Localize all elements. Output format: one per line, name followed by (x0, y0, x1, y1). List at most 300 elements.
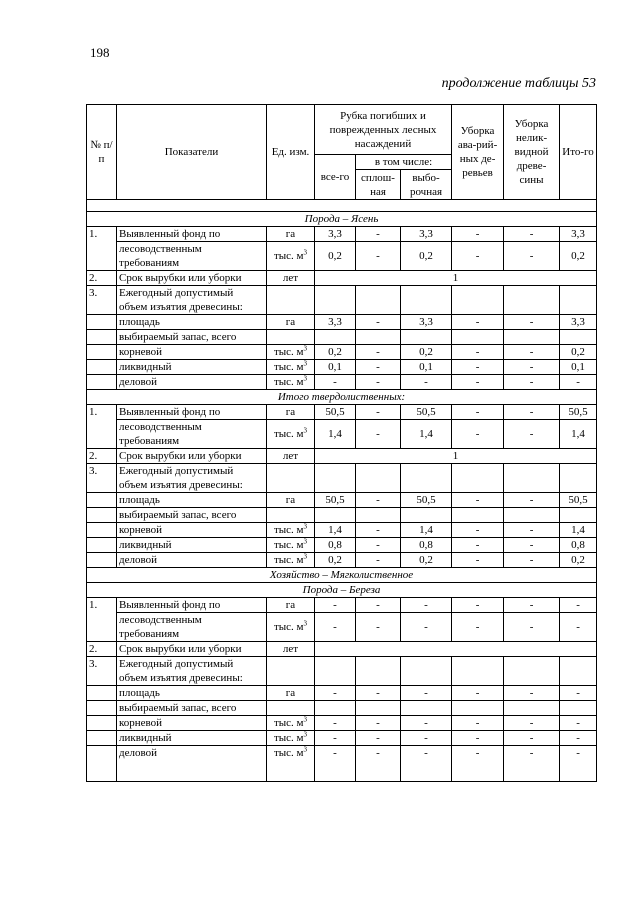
unit-text: га (285, 406, 296, 418)
row-number: 1. (87, 227, 117, 271)
unit-text: тыс. м (273, 539, 304, 551)
empty-cell (315, 701, 356, 716)
value-cell: 3,3 (560, 315, 597, 330)
value-cell: 0,2 (315, 553, 356, 568)
value-cell: 1,4 (315, 420, 356, 449)
value-cell: 1 (315, 271, 597, 286)
row-number: 3. (87, 464, 117, 493)
section-title-row (87, 583, 597, 598)
header-emergency: Уборка ава-рий-ных де-ревьев (452, 105, 504, 200)
unit-cell (267, 746, 315, 782)
value-cell: - (452, 746, 504, 782)
empty-cell (504, 508, 560, 523)
value-cell: 1,4 (560, 420, 597, 449)
value-cell: - (452, 360, 504, 375)
unit-superscript: 3 (303, 344, 308, 353)
empty-cell (87, 553, 117, 568)
table-row (87, 227, 597, 242)
unit-cell (267, 315, 315, 330)
row-label: ликвидный (117, 360, 267, 375)
unit-cell (267, 271, 315, 286)
row-label: Срок вырубки или уборки (117, 642, 267, 657)
value-cell: - (356, 716, 401, 731)
unit-text: тыс. м (273, 524, 304, 536)
empty-cell (401, 657, 452, 686)
value-cell: - (356, 375, 401, 390)
empty-cell (267, 508, 315, 523)
row-label: корневой (117, 345, 267, 360)
value-cell: 0,2 (315, 242, 356, 271)
unit-cell (267, 242, 315, 271)
header-solid: сплош-ная (356, 170, 401, 200)
section-title: Порода – Береза (87, 583, 597, 598)
value-cell: - (452, 493, 504, 508)
row-label: ликвидный (117, 731, 267, 746)
row-label-line: Ежегодный допустимый (119, 287, 234, 299)
value-cell: - (401, 731, 452, 746)
unit-superscript: 3 (303, 359, 308, 368)
value-cell: 0,2 (401, 242, 452, 271)
unit-text: тыс. м (273, 717, 304, 729)
row-label: ликвидный (117, 538, 267, 553)
empty-cell (315, 464, 356, 493)
empty-cell (87, 508, 117, 523)
unit-text: лет (282, 643, 299, 655)
value-cell: 0,1 (401, 360, 452, 375)
unit-text: тыс. м (273, 554, 304, 566)
value-cell: - (560, 613, 597, 642)
unit-text: га (285, 494, 296, 506)
header-num: № п/п (87, 105, 117, 200)
value-cell: - (504, 716, 560, 731)
unit-text: лет (282, 272, 299, 284)
empty-cell (401, 330, 452, 345)
header-incl: в том числе: (356, 155, 452, 170)
empty-cell (87, 315, 117, 330)
unit-cell (267, 360, 315, 375)
value-cell: - (452, 613, 504, 642)
table-row (87, 286, 597, 315)
table-row (87, 315, 597, 330)
unit-text: га (285, 599, 296, 611)
table-body (87, 200, 597, 782)
empty-cell (401, 286, 452, 315)
value-cell: - (452, 523, 504, 538)
empty-cell (87, 746, 117, 782)
value-cell: - (504, 731, 560, 746)
empty-cell (267, 330, 315, 345)
row-label (117, 286, 267, 315)
empty-cell (401, 701, 452, 716)
row-label: выбираемый запас, всего (117, 508, 267, 523)
unit-text: га (285, 228, 296, 240)
row-label: корневой (117, 523, 267, 538)
empty-cell (315, 508, 356, 523)
value-cell: - (401, 686, 452, 701)
header-sum: Ито-го (560, 105, 597, 200)
value-cell: - (356, 405, 401, 420)
value-cell: - (452, 315, 504, 330)
unit-superscript: 3 (303, 426, 308, 435)
unit-superscript: 3 (303, 745, 308, 754)
value-cell: 0,8 (560, 538, 597, 553)
empty-cell (87, 375, 117, 390)
value-cell: - (504, 345, 560, 360)
empty-cell (560, 330, 597, 345)
row-label: деловой (117, 746, 267, 782)
row-label-line: требованиям (119, 257, 180, 269)
value-cell: - (356, 746, 401, 782)
value-cell: - (356, 598, 401, 613)
value-cell: - (356, 538, 401, 553)
value-cell: - (504, 405, 560, 420)
value-cell: - (452, 405, 504, 420)
table-row (87, 271, 597, 286)
unit-text: тыс. м (273, 732, 304, 744)
empty-cell (87, 345, 117, 360)
value-cell: - (504, 242, 560, 271)
value-cell: - (401, 613, 452, 642)
value-cell: - (356, 420, 401, 449)
row-label-line: лесоводственным (119, 421, 202, 433)
empty-cell (504, 464, 560, 493)
row-number: 3. (87, 286, 117, 315)
unit-cell (267, 686, 315, 701)
unit-text: тыс. м (273, 346, 304, 358)
value-cell: - (401, 746, 452, 782)
empty-cell (87, 701, 117, 716)
empty-cell (267, 286, 315, 315)
empty-cell (452, 286, 504, 315)
row-label: Срок вырубки или уборки (117, 271, 267, 286)
value-cell: - (315, 731, 356, 746)
header-total: все-го (315, 155, 356, 200)
row-label-line: Ежегодный допустимый (119, 465, 234, 477)
row-label (117, 242, 267, 271)
table-caption: продолжение таблицы 53 (441, 76, 596, 91)
table-row (87, 642, 597, 657)
value-cell: - (315, 598, 356, 613)
table-row (87, 508, 597, 523)
table-row (87, 598, 597, 613)
value-cell: 50,5 (401, 493, 452, 508)
value-cell: 50,5 (560, 493, 597, 508)
unit-superscript: 3 (303, 715, 308, 724)
value-cell: - (560, 598, 597, 613)
value-cell: - (504, 375, 560, 390)
value-cell: 0,1 (315, 360, 356, 375)
row-label: выбираемый запас, всего (117, 701, 267, 716)
value-cell: - (315, 716, 356, 731)
row-number: 1. (87, 598, 117, 642)
unit-cell (267, 420, 315, 449)
row-number: 2. (87, 642, 117, 657)
value-cell: 50,5 (560, 405, 597, 420)
empty-cell (452, 657, 504, 686)
table-row (87, 330, 597, 345)
unit-superscript: 3 (303, 248, 308, 257)
row-number: 1. (87, 405, 117, 449)
value-cell: - (356, 242, 401, 271)
empty-cell (87, 493, 117, 508)
table-row (87, 731, 597, 746)
empty-cell (356, 286, 401, 315)
table-row (87, 405, 597, 420)
value-cell: 1 (315, 449, 597, 464)
empty-cell (87, 731, 117, 746)
unit-cell (267, 731, 315, 746)
value-cell: 0,8 (401, 538, 452, 553)
empty-cell (315, 286, 356, 315)
value-cell: - (356, 523, 401, 538)
unit-superscript: 3 (303, 552, 308, 561)
value-cell: 3,3 (401, 315, 452, 330)
row-label: площадь (117, 315, 267, 330)
unit-superscript: 3 (303, 537, 308, 546)
row-label-line: лесоводственным (119, 614, 202, 626)
empty-cell (560, 701, 597, 716)
unit-text: тыс. м (273, 747, 304, 759)
unit-text: га (285, 687, 296, 699)
empty-cell (356, 464, 401, 493)
value-cell: - (356, 686, 401, 701)
unit-cell (267, 493, 315, 508)
value-cell: - (452, 716, 504, 731)
value-cell: - (452, 731, 504, 746)
empty-cell (401, 508, 452, 523)
unit-superscript: 3 (303, 374, 308, 383)
table-row (87, 464, 597, 493)
value-cell: - (356, 315, 401, 330)
value-cell: 50,5 (401, 405, 452, 420)
value-cell: 0,8 (315, 538, 356, 553)
unit-cell (267, 345, 315, 360)
table-row (87, 345, 597, 360)
empty-cell (267, 657, 315, 686)
header-unit: Ед. изм. (267, 105, 315, 200)
value-cell: - (315, 746, 356, 782)
empty-cell (560, 286, 597, 315)
value-cell: - (401, 598, 452, 613)
unit-cell (267, 449, 315, 464)
section-title: Порода – Ясень (87, 212, 597, 227)
empty-cell (87, 686, 117, 701)
value-cell: - (560, 716, 597, 731)
value-cell: - (356, 227, 401, 242)
value-cell: - (504, 613, 560, 642)
section-title: Хозяйство – Мягколиственное (87, 568, 597, 583)
row-number: 2. (87, 271, 117, 286)
value-cell: 3,3 (401, 227, 452, 242)
value-cell: - (315, 686, 356, 701)
value-cell: - (356, 360, 401, 375)
table-row (87, 657, 597, 686)
unit-superscript: 3 (303, 522, 308, 531)
value-cell: - (560, 686, 597, 701)
empty-cell (267, 464, 315, 493)
empty-cell (452, 508, 504, 523)
unit-cell (267, 598, 315, 613)
table-row (87, 493, 597, 508)
value-cell: - (401, 716, 452, 731)
value-cell: - (452, 242, 504, 271)
unit-text: тыс. м (273, 250, 304, 262)
row-label: корневой (117, 716, 267, 731)
value-cell: - (452, 345, 504, 360)
section-title-row (87, 212, 597, 227)
page-number: 198 (90, 45, 110, 60)
empty-cell (452, 330, 504, 345)
row-label: Выявленный фонд по (117, 405, 267, 420)
empty-cell (504, 286, 560, 315)
value-cell: - (356, 345, 401, 360)
row-label (117, 613, 267, 642)
unit-text: тыс. м (273, 361, 304, 373)
value-cell (315, 642, 597, 657)
row-label: выбираемый запас, всего (117, 330, 267, 345)
table-row (87, 613, 597, 642)
unit-text: га (285, 316, 296, 328)
row-label-line: требованиям (119, 628, 180, 640)
table-row (87, 553, 597, 568)
value-cell: 50,5 (315, 405, 356, 420)
value-cell: 3,3 (315, 315, 356, 330)
row-label: деловой (117, 375, 267, 390)
unit-text: лет (282, 450, 299, 462)
value-cell: 3,3 (315, 227, 356, 242)
value-cell: - (504, 420, 560, 449)
table-row (87, 420, 597, 449)
value-cell: - (452, 538, 504, 553)
value-cell: 3,3 (560, 227, 597, 242)
value-cell: - (452, 686, 504, 701)
empty-cell (452, 701, 504, 716)
row-label: площадь (117, 493, 267, 508)
value-cell: - (452, 598, 504, 613)
empty-cell (401, 464, 452, 493)
value-cell: - (315, 375, 356, 390)
table-row (87, 686, 597, 701)
empty-cell (87, 523, 117, 538)
value-cell: - (504, 553, 560, 568)
unit-text: тыс. м (273, 376, 304, 388)
unit-cell (267, 538, 315, 553)
empty-cell (504, 330, 560, 345)
row-label (117, 420, 267, 449)
unit-cell (267, 716, 315, 731)
value-cell: - (356, 613, 401, 642)
empty-cell (356, 330, 401, 345)
row-label (117, 657, 267, 686)
section-title: Итого твердолиственных: (87, 390, 597, 405)
empty-cell (315, 330, 356, 345)
table-row (87, 701, 597, 716)
value-cell: - (504, 746, 560, 782)
value-cell: 50,5 (315, 493, 356, 508)
value-cell: - (356, 731, 401, 746)
empty-cell (267, 701, 315, 716)
row-number: 2. (87, 449, 117, 464)
table-row (87, 242, 597, 271)
blank-row (87, 200, 597, 212)
empty-cell (356, 657, 401, 686)
value-cell: 0,2 (560, 553, 597, 568)
unit-cell (267, 405, 315, 420)
unit-cell (267, 375, 315, 390)
value-cell: - (560, 375, 597, 390)
empty-cell (504, 701, 560, 716)
value-cell: 0,2 (401, 345, 452, 360)
table-row (87, 746, 597, 782)
unit-cell (267, 523, 315, 538)
table-row (87, 449, 597, 464)
table-row (87, 538, 597, 553)
empty-cell (356, 701, 401, 716)
row-number: 3. (87, 657, 117, 686)
value-cell: - (504, 227, 560, 242)
value-cell: - (504, 360, 560, 375)
empty-cell (560, 464, 597, 493)
unit-text: тыс. м (273, 428, 304, 440)
value-cell: - (504, 523, 560, 538)
empty-cell (315, 657, 356, 686)
empty-cell (560, 657, 597, 686)
value-cell: - (401, 375, 452, 390)
section-title-row (87, 390, 597, 405)
data-table (86, 104, 597, 782)
value-cell: 1,4 (315, 523, 356, 538)
empty-cell (87, 538, 117, 553)
empty-cell (504, 657, 560, 686)
value-cell: 0,2 (401, 553, 452, 568)
row-label-line: требованиям (119, 435, 180, 447)
empty-cell (356, 508, 401, 523)
value-cell: - (452, 227, 504, 242)
header-nonliquid: Уборка нелик-видной древе-сины (504, 105, 560, 200)
empty-cell (560, 508, 597, 523)
unit-cell (267, 613, 315, 642)
value-cell: 0,2 (560, 242, 597, 271)
table-row (87, 523, 597, 538)
value-cell: - (452, 420, 504, 449)
value-cell: - (504, 493, 560, 508)
value-cell: 1,4 (401, 523, 452, 538)
table-row (87, 360, 597, 375)
unit-superscript: 3 (303, 619, 308, 628)
value-cell: 0,2 (560, 345, 597, 360)
section-title-row (87, 568, 597, 583)
row-label-line: объем изъятия древесины: (119, 479, 243, 491)
value-cell: - (504, 686, 560, 701)
header-selective: выбо-рочная (401, 170, 452, 200)
value-cell: 1,4 (401, 420, 452, 449)
empty-cell (452, 464, 504, 493)
unit-cell (267, 227, 315, 242)
header-indicators: Показатели (117, 105, 267, 200)
unit-cell (267, 642, 315, 657)
empty-cell (87, 716, 117, 731)
value-cell: - (356, 553, 401, 568)
value-cell: - (452, 375, 504, 390)
row-label-line: лесоводственным (119, 243, 202, 255)
value-cell: - (315, 613, 356, 642)
row-label-line: объем изъятия древесины: (119, 672, 243, 684)
unit-superscript: 3 (303, 730, 308, 739)
row-label: площадь (117, 686, 267, 701)
value-cell: - (504, 538, 560, 553)
value-cell: - (560, 746, 597, 782)
unit-text: тыс. м (273, 621, 304, 633)
